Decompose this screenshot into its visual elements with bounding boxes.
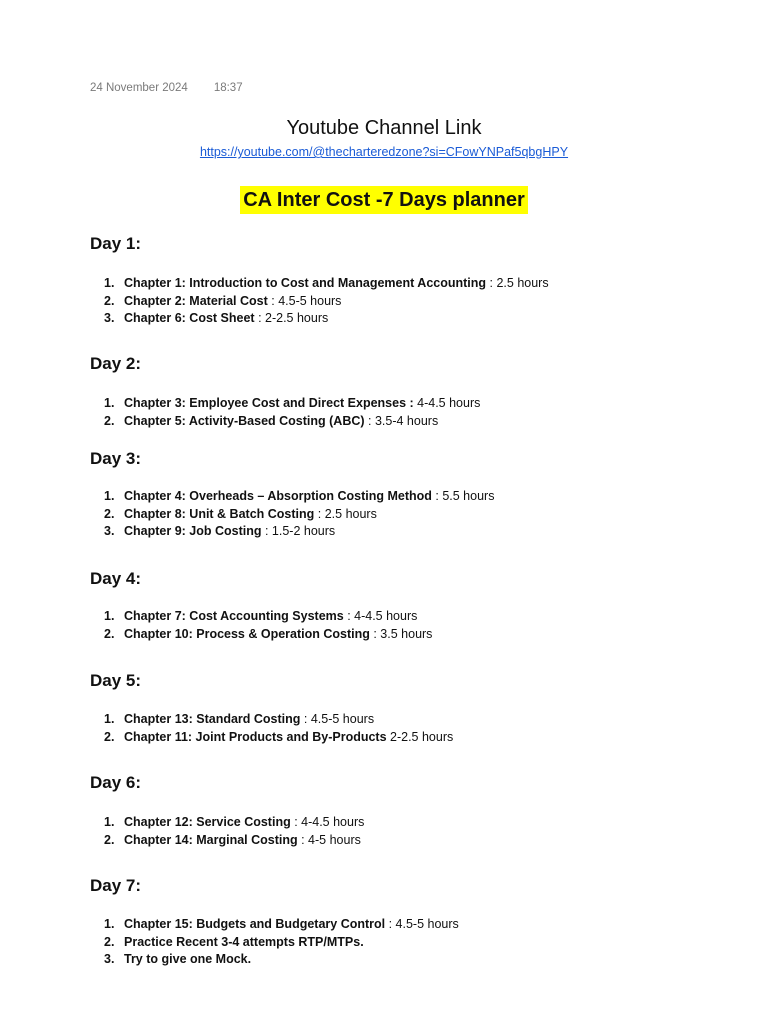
item-duration: 2-2.5 hours	[386, 729, 454, 744]
item-chapter: Chapter 1: Introduction to Cost and Management Accounting	[124, 276, 487, 290]
item-chapter: Chapter 11: Joint Products and By-Products	[124, 729, 387, 744]
item-number: 3.	[104, 524, 115, 538]
list-item	[90, 814, 364, 832]
note-timestamp	[90, 82, 243, 94]
item-chapter: Practice Recent 3-4 attempts RTP/MTPs.	[124, 934, 364, 949]
day-1-list	[90, 275, 549, 328]
list-item	[90, 488, 494, 506]
list-item	[90, 608, 432, 626]
item-duration: 4-4.5 hours	[413, 396, 481, 410]
list-item	[90, 310, 549, 328]
item-duration: : 4.5-5 hours	[267, 293, 342, 308]
list-item	[90, 395, 480, 413]
day-6-heading: Day 6:	[90, 773, 142, 792]
item-duration: : 4.5-5 hours	[385, 917, 459, 931]
item-number: 1.	[104, 712, 115, 726]
day-6-list	[90, 814, 364, 849]
item-chapter: Chapter 15: Budgets and Budgetary Control	[124, 917, 386, 931]
item-number: 2.	[104, 934, 115, 949]
item-number: 1.	[104, 917, 115, 931]
item-duration: : 3.5 hours	[369, 626, 433, 641]
item-duration: : 2.5 hours	[486, 276, 549, 290]
day-4-heading: Day 4:	[90, 569, 142, 588]
item-duration: : 5.5 hours	[431, 489, 495, 503]
list-item	[90, 711, 453, 729]
item-number: 3.	[104, 952, 115, 966]
day-1-heading: Day 1:	[90, 234, 142, 253]
list-item	[90, 951, 459, 969]
day-5-list	[90, 711, 453, 746]
day-3-heading: Day 3:	[90, 449, 142, 468]
item-chapter: Chapter 7: Cost Accounting Systems	[124, 609, 344, 623]
item-chapter: Chapter 8: Unit & Batch Costing	[124, 506, 315, 521]
item-number: 2.	[104, 413, 115, 428]
list-item	[90, 729, 453, 747]
item-duration: : 1.5-2 hours	[261, 524, 336, 538]
day-7-heading: Day 7:	[90, 876, 142, 895]
day-2-heading: Day 2:	[90, 354, 142, 373]
item-duration: : 4-5 hours	[297, 832, 361, 847]
channel-title: Youtube Channel Link	[286, 117, 482, 139]
item-duration: : 3.5-4 hours	[364, 413, 439, 428]
list-item	[90, 626, 432, 644]
item-number: 1.	[104, 276, 115, 290]
item-duration: : 2-2.5 hours	[254, 311, 329, 325]
list-item	[90, 832, 364, 850]
item-chapter: Chapter 6: Cost Sheet	[124, 311, 255, 325]
note-time: 18:37	[213, 82, 243, 94]
channel-link[interactable]: https://youtube.com/@thecharteredzone?si=CFowYNPaf5qbgHPY	[199, 145, 569, 159]
item-chapter: Chapter 14: Marginal Costing	[124, 832, 298, 847]
list-item	[90, 916, 459, 934]
item-number: 2.	[104, 832, 115, 847]
list-item	[90, 293, 549, 311]
note-date: 24 November 2024	[90, 82, 188, 94]
item-duration: : 4-4.5 hours	[290, 815, 365, 829]
item-chapter: Chapter 13: Standard Costing	[124, 712, 301, 726]
day-2-list	[90, 395, 480, 430]
item-number: 2.	[104, 506, 115, 521]
item-number: 3.	[104, 311, 115, 325]
list-item	[90, 413, 480, 431]
item-chapter: Chapter 12: Service Costing	[124, 815, 291, 829]
item-number: 2.	[104, 729, 115, 744]
day-5-heading: Day 5:	[90, 671, 142, 690]
list-item	[90, 934, 459, 952]
planner-title: CA Inter Cost -7 Days planner	[240, 186, 528, 214]
item-chapter: Chapter 10: Process & Operation Costing	[124, 626, 370, 641]
item-chapter: Chapter 4: Overheads – Absorption Costing Method	[124, 489, 432, 503]
item-number: 1.	[104, 609, 115, 623]
item-chapter: Chapter 9: Job Costing	[124, 524, 262, 538]
item-chapter: Try to give one Mock.	[124, 952, 252, 966]
item-chapter: Chapter 5: Activity-Based Costing (ABC)	[124, 413, 365, 428]
item-duration: : 4-4.5 hours	[343, 609, 418, 623]
item-number: 2.	[104, 293, 115, 308]
day-3-list	[90, 488, 494, 541]
list-item	[90, 523, 494, 541]
item-number: 2.	[104, 626, 115, 641]
item-number: 1.	[104, 489, 115, 503]
item-chapter: Chapter 2: Material Cost	[124, 293, 268, 308]
item-duration: : 4.5-5 hours	[300, 712, 375, 726]
day-4-list	[90, 608, 432, 643]
list-item	[90, 506, 494, 524]
item-number: 1.	[104, 815, 115, 829]
item-chapter: Chapter 3: Employee Cost and Direct Expenses :	[124, 396, 414, 410]
planner-title-wrap	[0, 186, 768, 214]
item-duration: : 2.5 hours	[314, 506, 377, 521]
day-7-list	[90, 916, 459, 969]
list-item	[90, 275, 549, 293]
item-number: 1.	[104, 396, 115, 410]
